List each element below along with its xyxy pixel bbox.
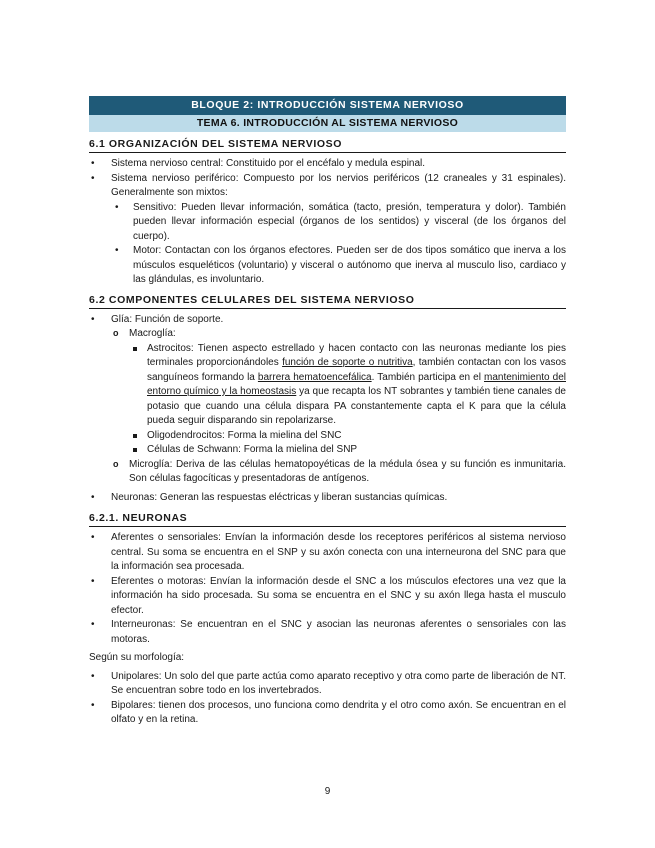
astro-text-4: ya que recapta los NT sobrantes y también tiene canales de potasio que cuando una célula dispara PA constantemente capta el K para que la célula pueda seguir disparando sin repolarizarse. [147,386,566,426]
glia-sublist [111,327,566,487]
astro-text-2: , también contactan con los vasos sanguíneos formando la [147,357,567,383]
section-6-2-list [89,313,566,506]
section-heading-6-2: 6.2 COMPONENTES CELULARES DEL SISTEMA NERVIOSO [89,294,566,309]
list-item-oligodendrocitos: Oligodendrocitos: Forma la mielina del SNC [129,429,566,444]
list-item-glia [89,313,566,487]
list-item-snc: • Sistema nervioso central: Constituido por el encéfalo y medula espinal. [89,157,566,172]
list-item-unipolares: • Unipolares: Un solo del que parte actúa como aparato receptivo y otra como parte de liberación de NT. Se encuentran sobre todo en los invertebrados. [89,670,566,699]
list-item-motor: • Motor: Contactan con los órganos efectores. Pueden ser de dos tipos somático que inerva a los músculos esqueléticos (voluntario) y visceral o autónomo que inerva al musculo liso, cardiaco y las glándulas, es involuntario. [111,244,566,288]
astro-text-3: . También participa en el [371,371,484,383]
snp-sublist [111,201,566,288]
snp-text: Sistema nervioso periférico: Compuesto por los nervios periféricos (12 craneales y 31 espinales). Generalmente son mixtos: [111,172,566,198]
list-item-microglia: o Microglía: Deriva de las células hematopoyéticas de la médula ósea y su función es inmunitaria. Son células fagocíticas y presentadoras de antígenos. [111,458,566,487]
astro-underline-3: mantenimiento del entorno químico y la homeostasis [147,371,566,397]
list-item-bipolares: • Bipolares: tienen dos procesos, uno funciona como dendrita y el otro como axón. Se encuentran en el olfato y en la retina. [89,699,566,728]
list-item-neuronas: • Neuronas: Generan las respuestas eléctricas y liberan sustancias químicas. [89,491,566,506]
astro-underline-1: función de soporte o nutritiva [282,357,413,368]
morphology-list [89,670,566,728]
page-number: 9 [324,786,331,797]
section-heading-6-1: 6.1 ORGANIZACIÓN DEL SISTEMA NERVIOSO [89,138,566,153]
macroglia-text: Macroglía: [129,328,176,339]
list-item-astrocitos [129,342,566,429]
astro-underline-2: barrera hematoencefálica [257,371,372,383]
section-heading-6-2-1: 6.2.1. NEURONAS [89,512,566,527]
list-item-schwann: Células de Schwann: Forma la mielina del SNP [129,443,566,458]
topic-title: TEMA 6. INTRODUCCIÓN AL SISTEMA NERVIOSO [89,115,566,132]
list-item-interneuronas: • Interneuronas: Se encuentran en el SNC y asocian las neuronas aferentes o sensoriales con las motoras. [89,618,566,647]
list-item-aferentes: • Aferentes o sensoriales: Envían la información desde los receptores periféricos al sistema nervioso central. Su soma se encuentra en el SNP y su axón conecta con una interneurona del SNC para que la información sea procesada. [89,531,566,575]
list-item-eferentes: • Eferentes o motoras: Envían la información desde el SNC a los músculos efectores una vez que la información ha sido procesada. Su soma se encuentra en el SNC y su axón llega hasta el musculo efector. [89,575,566,619]
section-6-1-list [89,157,566,288]
glia-text: Glía: Función de soporte. [111,313,224,325]
morphology-intro: Según su morfología: [89,652,185,663]
list-item-snp [89,172,566,288]
macroglia-sublist [129,342,566,458]
astro-text-1: Astrocitos: Tienen aspecto estrellado y hacen contacto con las neuronas mediante los pies terminales proporcionándoles [147,342,566,368]
list-item-macroglia [111,327,566,458]
list-item-sensitivo: • Sensitivo: Pueden llevar información, somática (tacto, presión, temperatura y dolor). También pueden llevar información especial (órganos de los sentidos) y visceral (de los órganos del cuerpo). [111,201,566,245]
block-title: BLOQUE 2: INTRODUCCIÓN SISTEMA NERVIOSO [89,96,566,115]
section-6-2-1-list [89,531,566,647]
document-page [89,96,566,728]
